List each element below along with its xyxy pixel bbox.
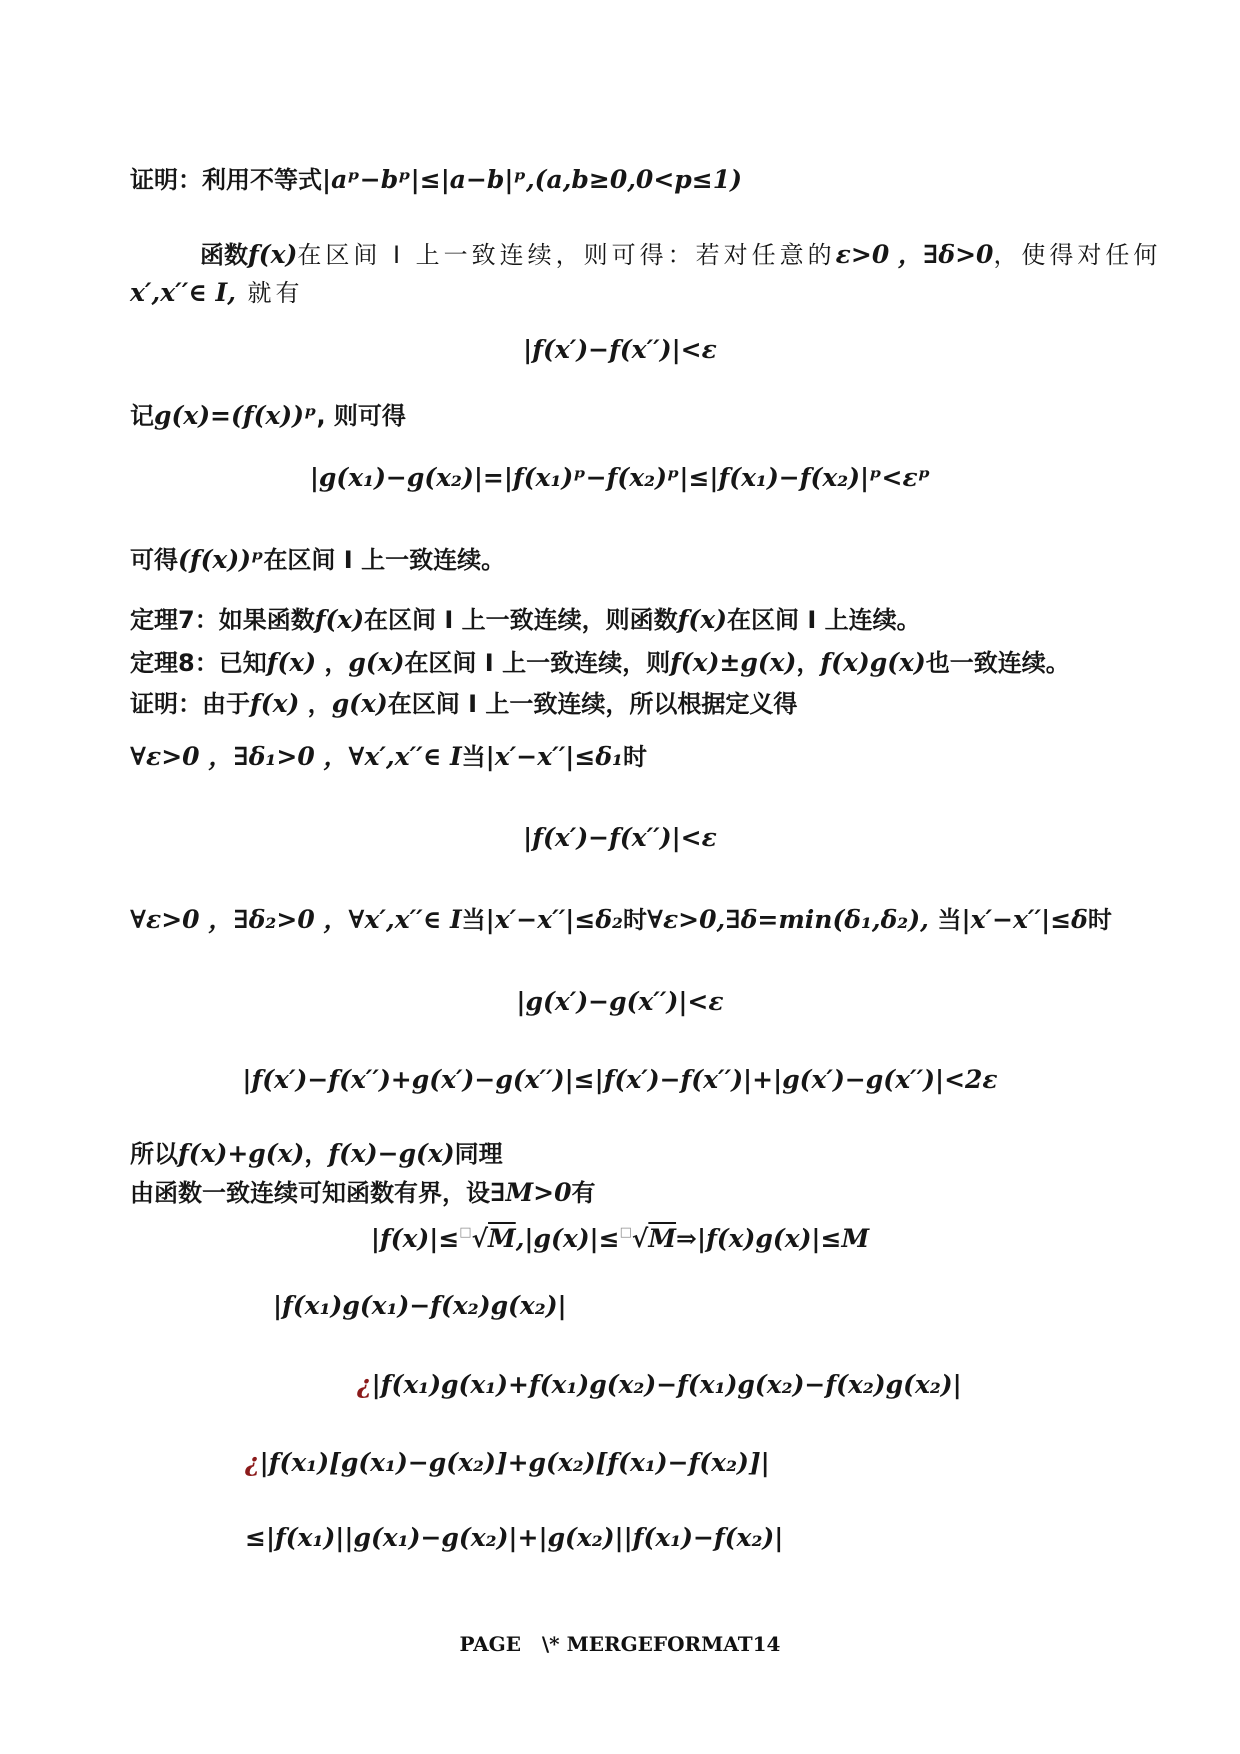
formula-final xyxy=(245,1518,783,1562)
text-segment: 在区间 I 上一致连续，则可得：若对任意的 xyxy=(297,241,836,269)
math-segment: f(x) xyxy=(250,689,300,718)
math-segment: ≤|f(x₁)||g(x₁)−g(x₂)|+|g(x₂)||f(x₁)−f(x₂)| xyxy=(245,1523,784,1552)
math-segment: M xyxy=(488,1224,516,1253)
therefore-line xyxy=(130,1134,503,1178)
conversion-marker: ¿ xyxy=(245,1448,260,1477)
text-segment: 有 xyxy=(571,1179,596,1207)
math-segment: |g(x′)−g(x′′)|<ε xyxy=(516,987,724,1016)
bounded-line xyxy=(130,1173,596,1217)
text-segment: 时 xyxy=(1087,906,1112,934)
math-segment: |aᵖ−bᵖ|≤|a−b|ᵖ,(a,b≥0,0<p≤1) xyxy=(322,165,742,194)
text-segment: 由函数一致连续可知函数有界，设 xyxy=(130,1179,490,1207)
text-segment: 当 xyxy=(461,906,486,934)
math-segment: g(x) xyxy=(331,689,388,718)
formula-g-diff xyxy=(130,458,1110,502)
forall-delta1-line xyxy=(130,737,647,781)
text-segment: 当 xyxy=(461,743,486,771)
formula-factor xyxy=(245,1443,770,1487)
math-segment: |f(x₁)g(x₁)−f(x₂)g(x₂)| xyxy=(273,1291,567,1320)
math-segment: √ xyxy=(471,1224,489,1253)
math-segment: g(x)=(f(x))ᵖ xyxy=(154,401,317,430)
math-segment: ∀ε>0 ，∃δ₂>0 ，∀x′,x′′∈ I xyxy=(130,905,462,934)
text-segment: 在区间 I 上一致连续。 xyxy=(263,546,506,574)
missing-glyph-box: □ xyxy=(459,1225,472,1240)
math-segment: f(x) xyxy=(677,605,727,634)
text-segment: 时 xyxy=(622,743,647,771)
conclusion-line xyxy=(130,540,505,584)
math-segment: ∀ε>0,∃δ=min(δ₁,δ₂), xyxy=(646,905,938,934)
text-segment: 当 xyxy=(937,906,962,934)
math-segment: |x′−x′′|≤δ₁ xyxy=(485,742,623,771)
conversion-marker: ¿ xyxy=(357,1370,372,1399)
math-segment: (f(x))ᵖ xyxy=(178,545,264,574)
proof-inequality-line xyxy=(130,160,742,204)
page-number-field: PAGE \* MERGEFORMAT14 xyxy=(459,1632,781,1656)
text-segment: , 则可得 xyxy=(316,402,406,430)
math-segment: f(x)+g(x) xyxy=(178,1139,305,1168)
theorem-7-line xyxy=(130,600,921,644)
text-segment: 同理 xyxy=(454,1140,503,1168)
text-segment: 在区间 I 上连续。 xyxy=(727,606,921,634)
text-segment: 所以 xyxy=(130,1140,178,1168)
math-segment: |f(x′)−f(x′′)|<ε xyxy=(523,335,717,364)
math-segment: M xyxy=(648,1224,677,1253)
text-segment: 就有 xyxy=(235,279,304,307)
theorem-8-line xyxy=(130,643,1070,687)
math-segment: |f(x)|≤ xyxy=(370,1224,460,1253)
text-segment: 时 xyxy=(622,906,647,934)
formula-sum-2eps xyxy=(130,1060,1110,1104)
missing-glyph-box: □ xyxy=(619,1225,632,1240)
formula-f-diff-epsilon xyxy=(130,330,1110,374)
forall-delta2-line xyxy=(130,900,1112,944)
paragraph-uniform-continuity-cont xyxy=(130,273,304,317)
text-segment: 记 xyxy=(130,402,154,430)
math-segment: x′,x′′∈ I, xyxy=(130,278,236,307)
proof-line xyxy=(130,684,797,728)
paragraph-uniform-continuity xyxy=(200,235,1161,279)
text-segment: ， xyxy=(304,1140,329,1168)
math-segment: |f(x₁)g(x₁)+f(x₁)g(x₂)−f(x₁)g(x₂)−f(x₂)g(x₂)| xyxy=(371,1370,962,1399)
math-segment: f(x) xyxy=(248,240,298,269)
math-segment: f(x)g(x) xyxy=(820,648,926,677)
math-segment: |f(x′)−f(x′′)+g(x′)−g(x′′)|≤|f(x′)−f(x′′)|+|g(x′)−g(x′′)|<2ε xyxy=(242,1065,998,1094)
text-segment: ， xyxy=(299,690,332,718)
math-segment: |f(x₁)[g(x₁)−g(x₂)]+g(x₂)[f(x₁)−f(x₂)]| xyxy=(259,1448,770,1477)
formula-expand xyxy=(357,1365,962,1409)
math-segment: ⇒|f(x)g(x)|≤M xyxy=(676,1224,870,1253)
formula-f-diff-epsilon-2 xyxy=(130,818,1110,862)
math-segment: f(x) xyxy=(266,648,317,677)
text-segment: 证明：由于 xyxy=(130,690,250,718)
text-segment: 也一致连续。 xyxy=(925,649,1070,677)
text-segment: 在区间 I 上一致连续，则函数 xyxy=(364,606,678,634)
text-segment: 可得 xyxy=(130,546,178,574)
math-segment: √ xyxy=(631,1224,649,1253)
formula-sqrtM xyxy=(130,1213,1110,1263)
text-segment: ，使得对任何 xyxy=(993,241,1162,269)
math-segment: ε>0 ，∃δ>0 xyxy=(835,240,994,269)
math-segment: f(x)±g(x) xyxy=(670,648,797,677)
define-g-line xyxy=(130,396,406,440)
math-segment: |x′−x′′|≤δ₂ xyxy=(485,905,623,934)
math-segment: ∃M>0 xyxy=(490,1178,572,1207)
math-segment: ,|g(x)|≤ xyxy=(515,1224,620,1253)
math-segment: |x′−x′′|≤δ xyxy=(961,905,1088,934)
math-segment: |f(x′)−f(x′′)|<ε xyxy=(523,823,717,852)
math-segment: |g(x₁)−g(x₂)|=|f(x₁)ᵖ−f(x₂)ᵖ|≤|f(x₁)−f(x₂)|ᵖ<εᵖ xyxy=(309,463,931,492)
math-segment: g(x) xyxy=(348,648,405,677)
text-segment: 在区间 I 上一致连续，则 xyxy=(404,649,671,677)
math-segment: f(x)−g(x) xyxy=(328,1139,455,1168)
text-segment: 定理7：如果函数 xyxy=(130,606,315,634)
text-segment: 证明：利用不等式 xyxy=(130,166,322,194)
text-segment: ， xyxy=(796,649,821,677)
formula-product-diff xyxy=(273,1286,567,1330)
text-segment: 在区间 I 上一致连续，所以根据定义得 xyxy=(387,690,798,718)
text-segment: 定理8：已知 xyxy=(130,649,267,677)
math-segment: f(x) xyxy=(314,605,365,634)
text-segment: ， xyxy=(316,649,349,677)
formula-g-diff-epsilon xyxy=(130,982,1110,1026)
text-segment: 函数 xyxy=(200,241,248,269)
math-segment: ∀ε>0 ，∃δ₁>0 ，∀x′,x′′∈ I xyxy=(130,742,462,771)
